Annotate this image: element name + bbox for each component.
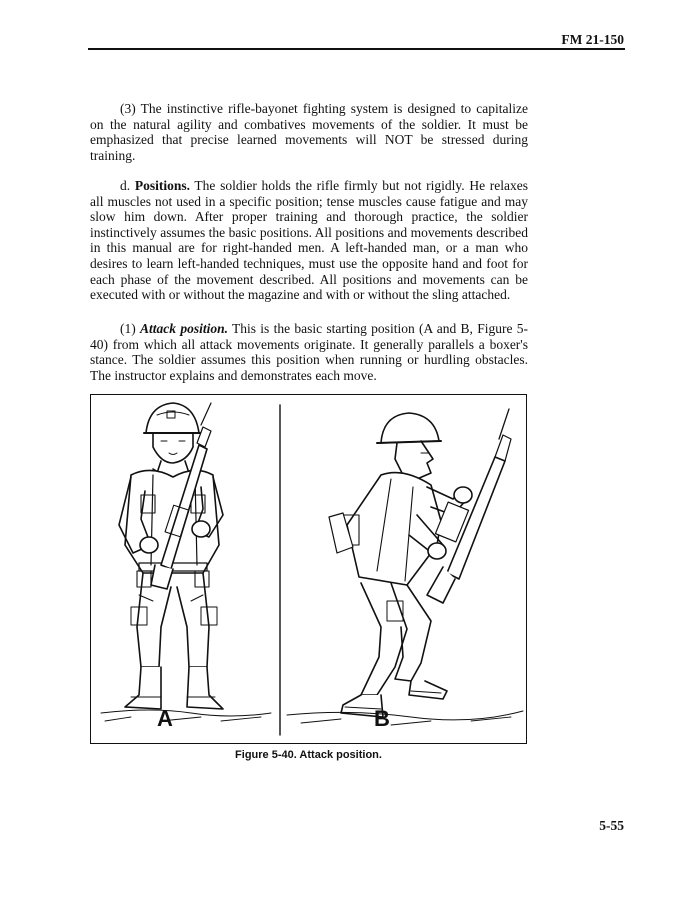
figure-panel-label-a: A [157,706,173,731]
paragraph-lead: (1) [120,321,141,336]
section-heading-positions: Positions. [134,178,190,193]
soldier-side-view-illustration [287,409,523,725]
paragraph-lead: d. [120,178,135,193]
paragraph-body: The soldier holds the rifle firmly but not rigidly. He relaxes all muscles not used in a specific position; tense muscles cause fatigue and may slow him down. After proper training and thorough practice, the soldier instinctively assumes the basic positions. All positions and movements described in this manual are for right-handed men. A left-handed man, or a man who desires to learn left-handed techniques, must use the opposite hand and foot for each phase of the movement described. All positions and movements can be executed with or without the magazine and with or without the sling attached. [90,178,529,303]
figure-panel-label-b: B [374,706,390,731]
figure-attack-position [90,394,527,744]
paragraph-body: This is the basic starting position (A and B, Figure 5-40) from which all attack movements originate. It generally parallels a boxer's stance. The soldier assumes this position when running or hurdling obstacles. The instructor explains and demonstrates each move. [90,321,528,383]
section-heading-attack-position: Attack position. [140,321,228,336]
paragraph-instinctive-system [90,101,528,163]
paragraph-attack-position [90,321,528,383]
paragraph-positions [90,178,528,303]
manual-code: FM 21-150 [561,32,624,47]
paragraph-text: (3) The instinctive rifle-bayonet fighting system is designed to capitalize on the natural agility and combatives movements of the soldier. It must be emphasized that precise learned movements will NOT be stressed during training. [90,101,528,163]
paragraph-text [90,321,528,383]
page-number: 5-55 [599,818,624,833]
header-rule [88,48,625,50]
soldier-front-view-illustration [101,403,271,721]
figure-illustration [91,395,528,745]
paragraph-text [90,178,528,303]
figure-caption: Figure 5-40. Attack position. [235,749,382,761]
